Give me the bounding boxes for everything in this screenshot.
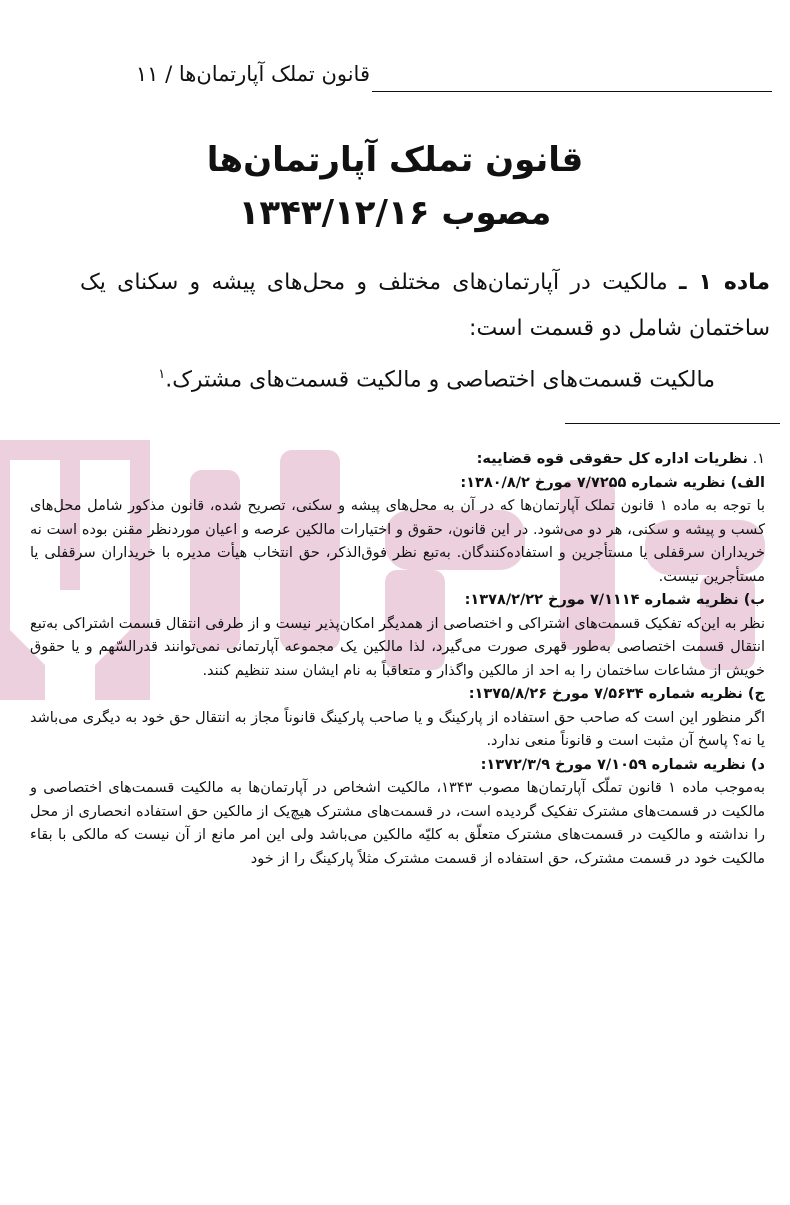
footnote-intro bbox=[30, 448, 765, 472]
opinion-body: به‌موجب ماده ۱ قانون تملّک آپارتمان‌ها مصوب ۱۳۴۳، مالکیت اشخاص در آپارتمان‌ها به مالکیت قسمت‌های اختصاصی و مالکیت در قسمت‌های مشترک تفکیک گردیده است، در قسمت‌های مشترک هیچ‌یک از مالکین حق استفاده انحصاری از محل را نداشته و مالکیت در قسمت‌های مشترک متعلّق به کلیّه مالکین می‌باشد ولی این امر مانع از آن نیست که مالکی با بقاء مالکیت خود در قسمت مشترک، حق استفاده از قسمت مشترک مثلاً پارکینگ را از خود bbox=[30, 780, 766, 867]
running-header: قانون تملک آپارتمان‌ها / ۱۱ bbox=[135, 62, 370, 86]
footnote-block bbox=[30, 448, 765, 871]
law-approval-date: مصوب ۱۳۴۳/۱۲/۱۶ bbox=[238, 193, 552, 233]
article-1-continued bbox=[95, 352, 715, 403]
opinion-body: نظر به این‌که تفکیک قسمت‌های اشتراکی و اختصاصی از همدیگر امکان‌پذیر نیست و از طرفی انتقال قسمت اشتراکی به‌تبع انتقال قسمت اختصاصی به‌طور قهری صورت می‌گیرد، لذا مالکین یک مجموعه آپارتمانی نمی‌توانند قدرالسّهم و یا حقوق خویش از مشاعات ساختمان را به احد از مالکین واگذار و متعاقباً به نام ایشان سند تنظیم کنند. bbox=[30, 615, 765, 679]
footnote-divider bbox=[565, 423, 780, 424]
opinion-heading: ج) نظریه شماره ۷/۵۶۳۴ مورخ ۱۳۷۵/۸/۲۶: bbox=[468, 686, 765, 702]
article-text-part1: مالکیت در آپارتمان‌های مختلف و محل‌های پیشه و سکنای یک ساختمان شامل دو قسمت است: bbox=[80, 270, 770, 341]
opinion-heading: ب) نظریه شماره ۷/۱۱۱۴ مورخ ۱۳۷۸/۲/۲۲: bbox=[464, 592, 765, 608]
article-1 bbox=[80, 260, 770, 352]
opinion-body: اگر منظور این است که صاحب حق استفاده از پارکینگ و یا صاحب پارکینگ قانوناً مجاز به انتقال حق خود به دیگری می‌باشد یا نه؟ پاسخ آن مثبت است و قانوناً منعی ندارد. bbox=[30, 709, 765, 749]
opinion-heading: الف) نظریه شماره ۷/۷۲۵۵ مورخ ۱۳۸۰/۸/۲: bbox=[460, 474, 765, 491]
header-rule bbox=[372, 91, 772, 92]
article-label: ماده ۱ ـ bbox=[678, 270, 770, 295]
opinion-heading: د) نظریه شماره ۷/۱۰۵۹ مورخ ۱۳۷۲/۳/۹: bbox=[480, 756, 765, 773]
footnote-number: ۱. bbox=[752, 451, 765, 467]
footnote-marker: ۱ bbox=[158, 367, 166, 382]
opinion-body: با توجه به ماده ۱ قانون تملک آپارتمان‌ها که در آن به محل‌های پیشه و سکنی، تصریح شده، قانون مذکور شامل محل‌های کسب و پیشه و سکنی، هر دو می‌شود. در این قانون، حقوق و اختیارات مالکین عرصه و اعیان موردنظر مقنن بوده است نه خریداران سرقفلی یا مستأجرین و استفاده‌کنندگان. به‌تبع نظر فوق‌الذکر، حق انتخاب هیأت مدیره با خریداران سرقفلی یا مستأجرین نیست. bbox=[30, 498, 765, 585]
article-text-part2: مالکیت قسمت‌های اختصاصی و مالکیت قسمت‌های مشترک. bbox=[165, 367, 715, 393]
footnote-intro-title: نظریات اداره کل حقوقی قوه قضاییه: bbox=[476, 451, 748, 467]
law-title: قانون تملک آپارتمان‌ها bbox=[206, 140, 584, 180]
